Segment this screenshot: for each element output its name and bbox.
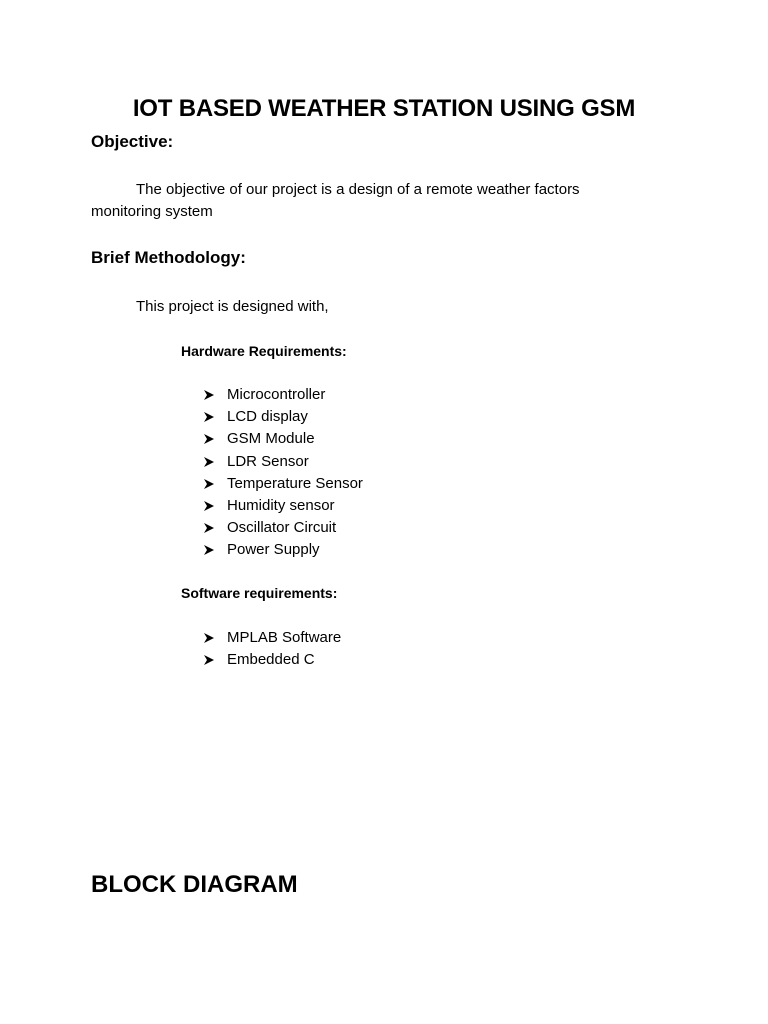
arrowhead-bullet-icon (203, 478, 227, 490)
software-requirements-heading: Software requirements: (181, 585, 338, 601)
hardware-list (203, 384, 363, 562)
list-item-label: GSM Module (227, 430, 315, 448)
list-item (203, 428, 363, 450)
objective-text-line-1: The objective of our project is a design of a remote weather factors (136, 181, 580, 198)
arrowhead-bullet-icon (203, 411, 227, 423)
list-item (203, 384, 363, 406)
arrowhead-bullet-icon (203, 456, 227, 468)
list-item-label: Temperature Sensor (227, 474, 363, 492)
list-item-label: MPLAB Software (227, 629, 342, 647)
list-item-label: Power Supply (227, 541, 320, 559)
list-item (203, 495, 363, 517)
methodology-intro: This project is designed with, (136, 298, 329, 315)
software-list (203, 627, 341, 671)
list-item-label: Microcontroller (227, 386, 326, 404)
list-item (203, 627, 341, 649)
arrowhead-bullet-icon (203, 389, 227, 401)
arrowhead-bullet-icon (203, 654, 227, 666)
arrowhead-bullet-icon (203, 433, 227, 445)
list-item-label: Humidity sensor (227, 497, 335, 515)
document-title: IOT BASED WEATHER STATION USING GSM (132, 95, 636, 122)
list-item (203, 649, 341, 671)
list-item-label: Embedded C (227, 651, 315, 669)
list-item (203, 539, 363, 561)
list-item (203, 406, 363, 428)
hardware-requirements-heading: Hardware Requirements: (181, 343, 347, 359)
arrowhead-bullet-icon (203, 500, 227, 512)
arrowhead-bullet-icon (203, 632, 227, 644)
list-item (203, 517, 363, 539)
list-item-label: LCD display (227, 408, 308, 426)
list-item-label: LDR Sensor (227, 452, 309, 470)
block-diagram-heading: BLOCK DIAGRAM (91, 871, 298, 898)
list-item-label: Oscillator Circuit (227, 519, 337, 537)
list-item (203, 451, 363, 473)
arrowhead-bullet-icon (203, 544, 227, 556)
list-item (203, 473, 363, 495)
objective-heading: Objective: (91, 132, 174, 151)
methodology-heading: Brief Methodology: (91, 248, 246, 267)
objective-text-line-2: monitoring system (91, 203, 213, 220)
arrowhead-bullet-icon (203, 522, 227, 534)
